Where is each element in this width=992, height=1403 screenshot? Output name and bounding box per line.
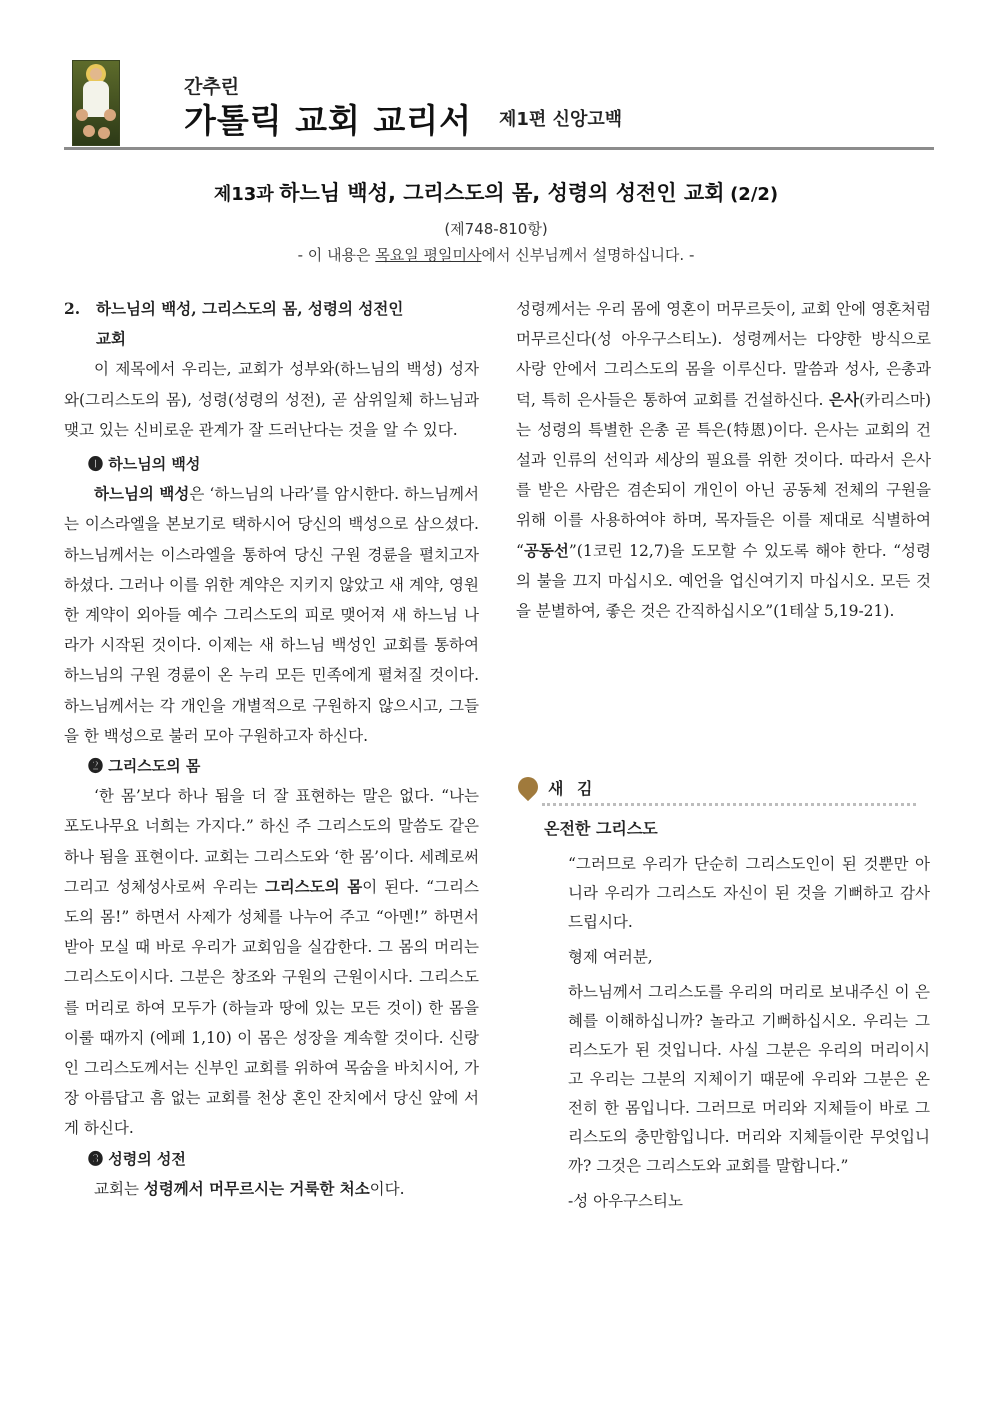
spirit-text-b: (카리스마)는 성령의 특별한 은총 곧 특은(特恩)이다. 은사는 교회의 건설과 인류의 선익과 세상의 필요를 위한 것이다. 따라서 은사를 받은 사람은 겸손되이 개인이 아닌 공동체 전체의 구원을 위해 이를 사용하여야 하며, 목자들은 이를 제대로 식별하여 “ xyxy=(516,390,931,560)
section-number: 2. xyxy=(64,299,81,318)
quote-paragraph-1: “그러므로 우리가 단순히 그리스도인이 된 것뿐만 아니라 우리가 그리스도 자신이 된 것을 기뻐하고 감사드립시다. xyxy=(568,855,930,931)
lesson-part: (2/2) xyxy=(730,184,779,205)
temple-text-a: 교회는 xyxy=(94,1179,144,1198)
spirit-text-a: 성령께서는 우리 몸에 영혼이 머무르듯이, 교회 안에 영혼처럼 머무르신다(성 아우구스티노). 성령께서는 다양한 방식으로 사랑 안에서 그리스도의 몸을 이루신다. 말씀과 성사, 은총과 덕, 특히 은사들은 통하여 교회를 건설하신다. xyxy=(516,300,931,409)
quote-paragraph-3: 하느님께서 그리스도를 우리의 머리로 보내주신 이 은혜를 이해하십니까? 놀라고 기뻐하십시오. 우리는 그리스도가 된 것입니다. 사실 그분은 우리의 머리이시고 우리는 그분의 지체이기 때문에 우리와 그분은 온전히 한 몸입니다. 그러므로 머리와 지체들이 바로 그리스도의 충만함입니다. 머리와 지체들이란 무엇입니까? 그것은 그리스도와 교회를 말합니다.” xyxy=(568,983,930,1175)
brand-title: 가톨릭 교회 교리서 xyxy=(184,101,473,140)
subheading-body-of-christ: ❷ 그리스도의 몸 xyxy=(88,757,201,776)
spirit-text-c: ”(1코린 12,7)을 도모할 수 있도록 해야 한다. “성령의 불을 끄지 마십시오. 예언을 업신여기지 마십시오. 모든 것을 분별하여, 좋은 것은 간직하십시오”(1테살 5,19-21). xyxy=(516,541,931,621)
body-of-christ-text-a: ‘한 몸’보다 하나 됨을 더 잘 표현하는 말은 없다. “나는 포도나무요 너희는 가지다.” 하신 주 그리스도의 말씀도 같은 하나 됨을 표현이다. 교회는 그리스도와 ‘한 몸’이다. 세례로써 그리고 성체성사로써 우리는 xyxy=(64,787,479,896)
saegim-header xyxy=(518,772,918,808)
quote-attribution: -성 아우구스티노 xyxy=(568,1192,683,1210)
lesson-number: 제13과 xyxy=(213,184,274,205)
people-of-god-paragraph xyxy=(64,479,479,751)
temple-of-spirit-paragraph xyxy=(64,1174,479,1204)
brand-subtitle: 제1편 신앙고백 xyxy=(499,109,623,130)
quote-paragraph-2: 형제 여러분, xyxy=(568,948,653,966)
body-of-christ-paragraph xyxy=(64,781,479,1143)
temple-term: 성령께서 머무르시는 거룩한 처소 xyxy=(143,1178,370,1198)
lesson-main-title: 하느님 백성, 그리스도의 몸, 성령의 성전인 교회 xyxy=(279,181,725,205)
section-heading xyxy=(64,294,479,324)
section-title-line2: 교회 xyxy=(96,329,126,349)
section-title-line1: 하느님의 백성, 그리스도의 몸, 성령의 성전인 xyxy=(96,299,404,318)
page-header xyxy=(72,60,934,150)
intro-paragraph: 이 제목에서 우리는, 교회가 성부와(하느님의 백성) 성자와(그리스도의 몸), 성령(성령의 성전), 곧 삼위일체 하느님과 맺고 있는 신비로운 관계가 잘 드러난다는 것을 알 수 있다. xyxy=(64,360,479,439)
people-of-god-term: 하느님의 백성 xyxy=(94,484,190,504)
catechism-range: (제748-810항) xyxy=(444,220,548,238)
leaf-icon xyxy=(514,773,542,801)
brand-small-title: 간추린 xyxy=(184,76,240,98)
right-column xyxy=(516,294,931,626)
people-of-god-text: 은 ‘하느님의 나라’를 암시한다. 하느님께서는 이스라엘을 본보기로 택하시어 당신의 백성으로 삼으셨다. 하느님께서는 이스라엘을 통하여 당신 구원 경륜을 펼치고자 하셨다. 그러나 이를 위한 계약은 지키지 않았고 새 계약, 영원한 계약이 외아들 예수 그리스도의 피로 맺어져 새 하느님 나라가 시작된 것이다. 이제는 새 하느님 백성인 교회를 통하여 하느님의 구원 경륜이 온 누리 모든 민족에게 펼쳐질 것이다. 하느님께서는 각 개인을 개별적으로 구원하지 않으시고, 그들을 한 백성으로 불러 모아 구원하고자 하신다. xyxy=(64,485,479,745)
left-column xyxy=(64,294,479,1204)
temple-text-b: 이다. xyxy=(369,1179,405,1198)
dotted-divider xyxy=(542,803,916,806)
saegim-label: 새 김 xyxy=(548,779,597,798)
jesus-disciples-icon xyxy=(72,60,120,146)
subheading-people-of-god: ❶ 하느님의 백성 xyxy=(88,455,201,474)
notice-prefix: - 이 내용은 xyxy=(297,246,376,264)
header-divider xyxy=(64,147,934,150)
body-of-christ-term: 그리스도의 몸 xyxy=(264,876,363,896)
charism-term: 은사 xyxy=(829,389,859,409)
saegim-title: 온전한 그리스도 xyxy=(544,819,658,838)
augustine-quote xyxy=(568,850,930,1222)
holy-spirit-paragraph xyxy=(516,294,931,626)
notice-suffix: 에서 신부님께서 설명하십니다. - xyxy=(481,246,695,264)
subheading-temple-of-spirit: ❸ 성령의 성전 xyxy=(88,1149,186,1168)
lesson-title xyxy=(0,177,992,207)
notice-mass-name: 목요일 평일미사 xyxy=(375,246,482,264)
common-good-term: 공동선 xyxy=(523,540,569,560)
mass-notice xyxy=(0,244,992,265)
body-of-christ-text-b: 이 된다. “그리스도의 몸!” 하면서 사제가 성체를 나누어 주고 “아멘!” 하면서 받아 모실 때 바로 우리가 교회임을 실감한다. 그 몸의 머리는 그리스도이시다. 그분은 창조와 구원의 근원이시다. 그리스도를 머리로 하여 모두가 (하늘과 땅에 있는 모든 것이) 한 몸을 이룰 때까지 (에페 1,10) 이 몸은 성장을 계속할 것이다. 신랑인 그리스도께서는 신부인 교회를 위하여 목숨을 바치시어, 가장 아름답고 흠 없는 교회를 천상 혼인 잔치에서 당신 앞에 서게 하신다. xyxy=(64,877,479,1138)
